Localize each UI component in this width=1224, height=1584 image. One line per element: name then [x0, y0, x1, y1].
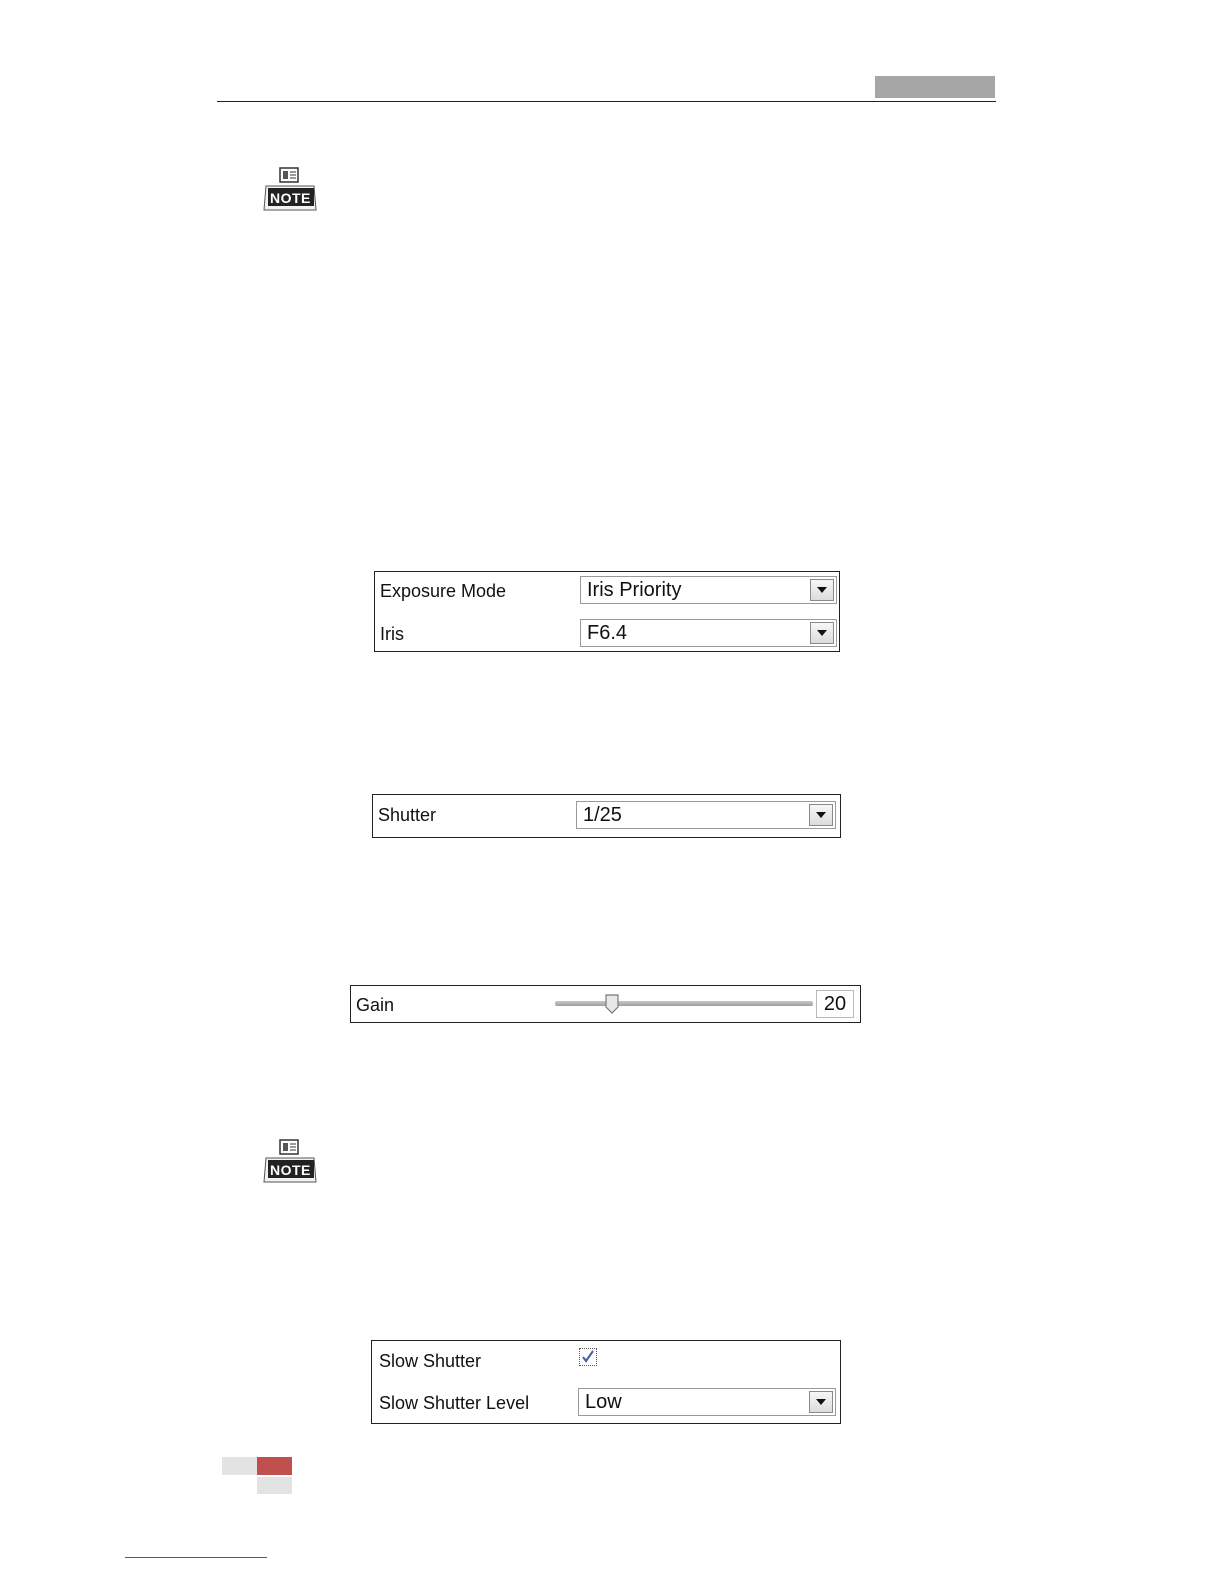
gain-slider-thumb[interactable] [604, 994, 620, 1014]
exposure-mode-dropdown-button[interactable] [810, 579, 834, 601]
gain-label: Gain [356, 995, 395, 1015]
chevron-down-icon [817, 587, 827, 593]
header-rule [217, 101, 996, 102]
slow-shutter-label: Slow Shutter [379, 1351, 482, 1371]
slow-shutter-level-row [372, 1384, 840, 1424]
note-icon [262, 166, 318, 214]
slow-shutter-panel [371, 1340, 841, 1424]
iris-label: Iris [380, 624, 404, 644]
exposure-panel [374, 571, 840, 652]
exposure-mode-label: Exposure Mode [380, 581, 507, 601]
slow-shutter-checkbox[interactable] [579, 1348, 597, 1366]
slow-shutter-level-label: Slow Shutter Level [379, 1393, 530, 1413]
chevron-down-icon [817, 630, 827, 636]
iris-row [375, 614, 839, 654]
gain-panel [350, 985, 861, 1023]
shutter-label: Shutter [378, 805, 437, 825]
footer-link-underline [125, 1557, 267, 1558]
chevron-down-icon [816, 1399, 826, 1405]
checkmark-icon [580, 1349, 596, 1365]
footer-red-block [257, 1457, 292, 1475]
exposure-mode-value: Iris Priority [587, 579, 682, 601]
slow-shutter-row [372, 1341, 840, 1381]
note-label: NOTE [270, 1162, 311, 1178]
exposure-mode-select[interactable] [580, 576, 837, 604]
slow-shutter-level-dropdown-button[interactable] [809, 1391, 833, 1413]
note-icon [262, 1138, 318, 1186]
iris-dropdown-button[interactable] [810, 622, 834, 644]
header-tab-block [875, 76, 995, 98]
slow-shutter-level-select[interactable] [578, 1388, 836, 1416]
shutter-panel [372, 794, 841, 838]
iris-select[interactable] [580, 619, 837, 647]
shutter-value: 1/25 [583, 804, 622, 826]
note-label: NOTE [270, 190, 311, 206]
slow-shutter-level-value: Low [585, 1391, 622, 1413]
shutter-select[interactable] [576, 801, 836, 829]
footer-gray-block [222, 1457, 257, 1475]
shutter-dropdown-button[interactable] [809, 804, 833, 826]
gain-slider-track[interactable] [555, 1001, 813, 1006]
footer-gray-block-lower [257, 1477, 292, 1494]
chevron-down-icon [816, 812, 826, 818]
iris-value: F6.4 [587, 622, 628, 644]
gain-value-field[interactable]: 20 [816, 990, 854, 1018]
exposure-mode-row [375, 572, 839, 612]
